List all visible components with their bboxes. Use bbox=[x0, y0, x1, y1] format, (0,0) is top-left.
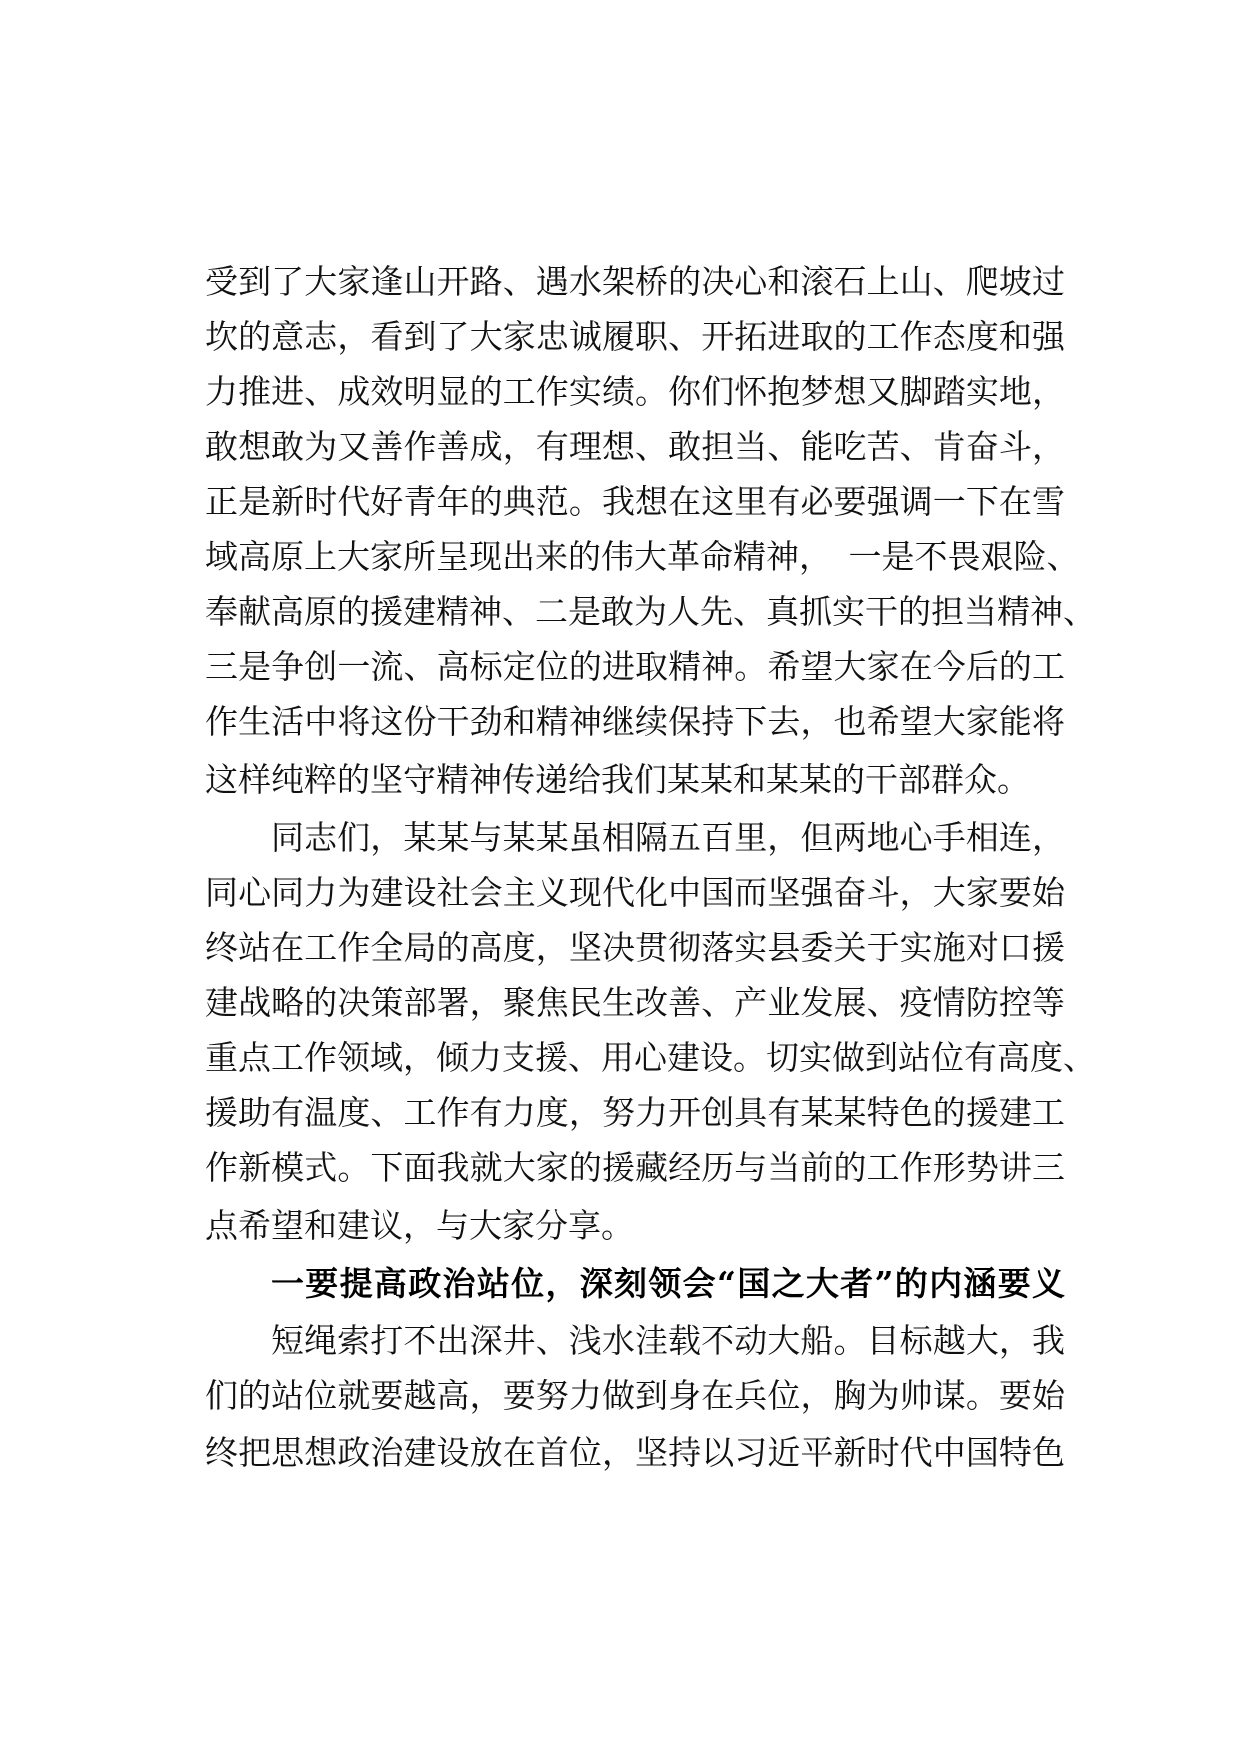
paragraph-2-line-7: 作新模式。下面我就大家的援藏经历与当前的工作形势讲三 bbox=[205, 1148, 1065, 1187]
paragraph-2-line-6: 援助有温度、工作有力度，努力开创具有某某特色的援建工 bbox=[205, 1093, 1065, 1132]
paragraph-3-line-3: 终把思想政治建设放在首位，坚持以习近平新时代中国特色 bbox=[205, 1433, 1065, 1472]
paragraph-1-line-4: 敢想敢为又善作善成，有理想、敢担当、能吃苦、肯奋斗， bbox=[205, 427, 1065, 466]
paragraph-2-line-1: 同志们，某某与某某虽相隔五百里，但两地心手相连， bbox=[271, 818, 1065, 857]
paragraph-1-line-9: 作生活中将这份干劲和精神继续保持下去，也希望大家能将 bbox=[205, 702, 1065, 741]
paragraph-1-line-10: 这样纯粹的坚守精神传递给我们某某和某某的干部群众。 bbox=[205, 760, 1030, 799]
paragraph-1-line-7: 奉献高原的援建精神、二是敢为人先、真抓实干的担当精神、 bbox=[205, 592, 1096, 631]
paragraph-2-line-3: 终站在工作全局的高度，坚决贯彻落实县委关于实施对口援 bbox=[205, 928, 1065, 967]
paragraph-1-line-8: 三是争创一流、高标定位的进取精神。希望大家在今后的工 bbox=[205, 647, 1065, 686]
paragraph-1-line-6: 域高原上大家所呈现出来的伟大革命精神， 一是不畏艰险、 bbox=[205, 537, 1080, 576]
paragraph-1-line-2: 坎的意志，看到了大家忠诚履职、开拓进取的工作态度和强 bbox=[205, 317, 1065, 356]
paragraph-2-line-2: 同心同力为建设社会主义现代化中国而坚强奋斗，大家要始 bbox=[205, 873, 1065, 912]
paragraph-1-line-3: 力推进、成效明显的工作实绩。你们怀抱梦想又脚踏实地， bbox=[205, 372, 1065, 411]
paragraph-2-line-5: 重点工作领域，倾力支援、用心建设。切实做到站位有高度、 bbox=[205, 1038, 1096, 1077]
paragraph-3-line-1: 短绳索打不出深井、浅水洼载不动大船。目标越大，我 bbox=[271, 1321, 1065, 1360]
paragraph-2-line-4: 建战略的决策部署，聚焦民生改善、产业发展、疫情防控等 bbox=[205, 983, 1065, 1022]
paragraph-2-line-8: 点希望和建议，与大家分享。 bbox=[205, 1206, 634, 1245]
paragraph-1-line-5: 正是新时代好青年的典范。我想在这里有必要强调一下在雪 bbox=[205, 482, 1065, 521]
section-heading-1: 一要提高政治站位，深刻领会“国之大者”的内涵要义 bbox=[271, 1264, 1065, 1303]
paragraph-1-line-1: 受到了大家逢山开路、遇水架桥的决心和滚石上山、爬坡过 bbox=[205, 262, 1065, 301]
paragraph-3-line-2: 们的站位就要越高，要努力做到身在兵位，胸为帅谋。要始 bbox=[205, 1376, 1065, 1415]
